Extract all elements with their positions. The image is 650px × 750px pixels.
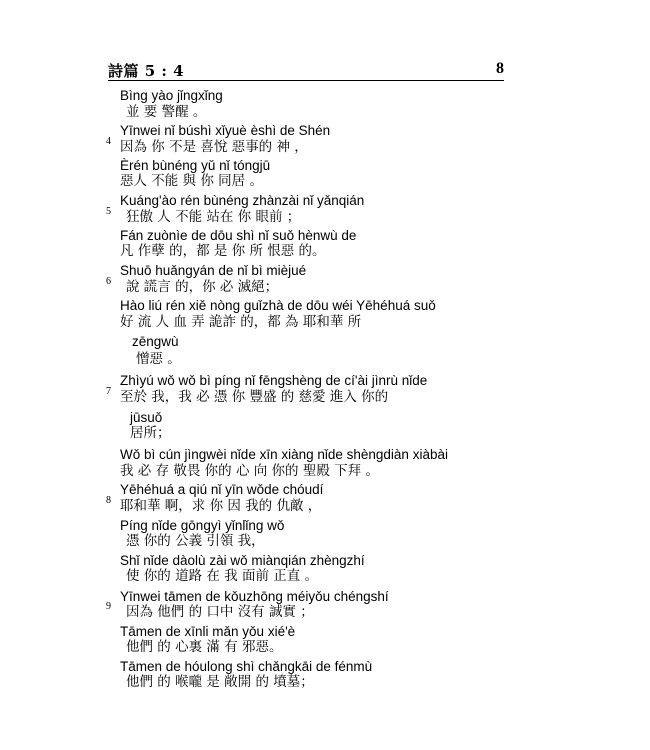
pinyin-line: Shuō huǎngyán de nǐ bì mièjué	[120, 263, 307, 278]
pinyin-line: zēngwù	[132, 334, 179, 349]
pinyin-line: Yīnwei nǐ búshì xǐyuè èshì de Shén	[120, 123, 331, 138]
pinyin-line: Shǐ nǐde dàolù zài wǒ miànqián zhèngzhí	[120, 553, 365, 568]
verse-number: 9	[106, 601, 111, 612]
hanzi-line: 並 要 警醒 。	[126, 104, 207, 120]
verse-number: 5	[106, 206, 111, 217]
hanzi-line: 居所；	[130, 425, 171, 441]
verse-number: 6	[106, 276, 111, 287]
hanzi-line: 他們 的 心裏 滿 有 邪惡。	[126, 639, 283, 655]
hanzi-line: 狂傲 人 不能 站在 你 眼前 ；	[126, 209, 301, 225]
hanzi-line: 耶和華 啊，求 你 因 我的 仇敵 ，	[120, 498, 322, 514]
pinyin-line: Wǒ bì cún jìngwèi nǐde xīn xiàng nǐde shèngdiàn xiàbài	[120, 447, 448, 462]
pinyin-line: jūsuǒ	[130, 410, 163, 425]
pinyin-line: Bìng yào jǐngxǐng	[120, 88, 223, 103]
hanzi-line: 使 你的 道路 在 我 面前 正直 。	[126, 568, 319, 584]
pinyin-line: Tāmen de hóulong shì chǎngkāi de fénmù	[120, 659, 373, 674]
hanzi-line: 因為 你 不是 喜悅 惡事的 神 ，	[120, 139, 308, 155]
book-chapter-title: 詩篇 5 : 4	[108, 62, 185, 80]
hanzi-line: 我 必 存 敬畏 你的 心 向 你的 聖殿 下拜 。	[120, 463, 379, 479]
pinyin-line: Kuáng'ào rén bùnéng zhànzài nǐ yǎnqián	[120, 193, 365, 208]
hanzi-line: 因為 他們 的 口中 沒有 誠實 ；	[126, 604, 314, 620]
hanzi-line: 至於 我，我 必 憑 你 豐盛 的 慈愛 進入 你的	[120, 389, 389, 405]
pinyin-line: Píng nǐde gōngyì yǐnlǐng wǒ	[120, 518, 285, 533]
hanzi-line: 惡人 不能 與 你 同居 。	[120, 173, 263, 189]
pinyin-line: Yēhéhuá a qiú nǐ yīn wǒde chóudí	[120, 482, 324, 497]
hanzi-line: 憑 你的 公義 引領 我，	[126, 533, 265, 549]
verse-number: 7	[106, 386, 111, 397]
hanzi-line: 好 流 人 血 弄 詭詐 的，都 為 耶和華 所	[120, 314, 362, 330]
pinyin-line: Yīnwei tāmen de kǒuzhōng méiyǒu chéngshí	[120, 589, 389, 604]
hanzi-line: 他們 的 喉嚨 是 敞開 的 墳墓；	[126, 674, 314, 690]
hanzi-line: 說 謊言 的，你 必 滅絕；	[126, 279, 279, 295]
hanzi-line: 憎惡 。	[136, 351, 181, 367]
pinyin-line: Fán zuònìe de dōu shì nǐ suǒ hènwù de	[120, 228, 357, 243]
verse-number: 8	[106, 495, 111, 506]
pinyin-line: Hào liú rén xiě nòng guǐzhà de dōu wéi Yēhéhuá suǒ	[120, 298, 436, 313]
pinyin-line: Tāmen de xīnli mǎn yǒu xié'è	[120, 624, 296, 639]
page-number: 8	[496, 60, 504, 77]
verse-number: 4	[106, 136, 111, 147]
hanzi-line: 凡 作孽 的，都 是 你 所 恨惡 的。	[120, 243, 326, 259]
pinyin-line: Èrén bùnéng yǔ nǐ tóngjū	[120, 158, 271, 173]
pinyin-line: Zhìyú wǒ wǒ bì píng nǐ fēngshèng de cí'ài jìnrù nǐde	[120, 373, 428, 388]
